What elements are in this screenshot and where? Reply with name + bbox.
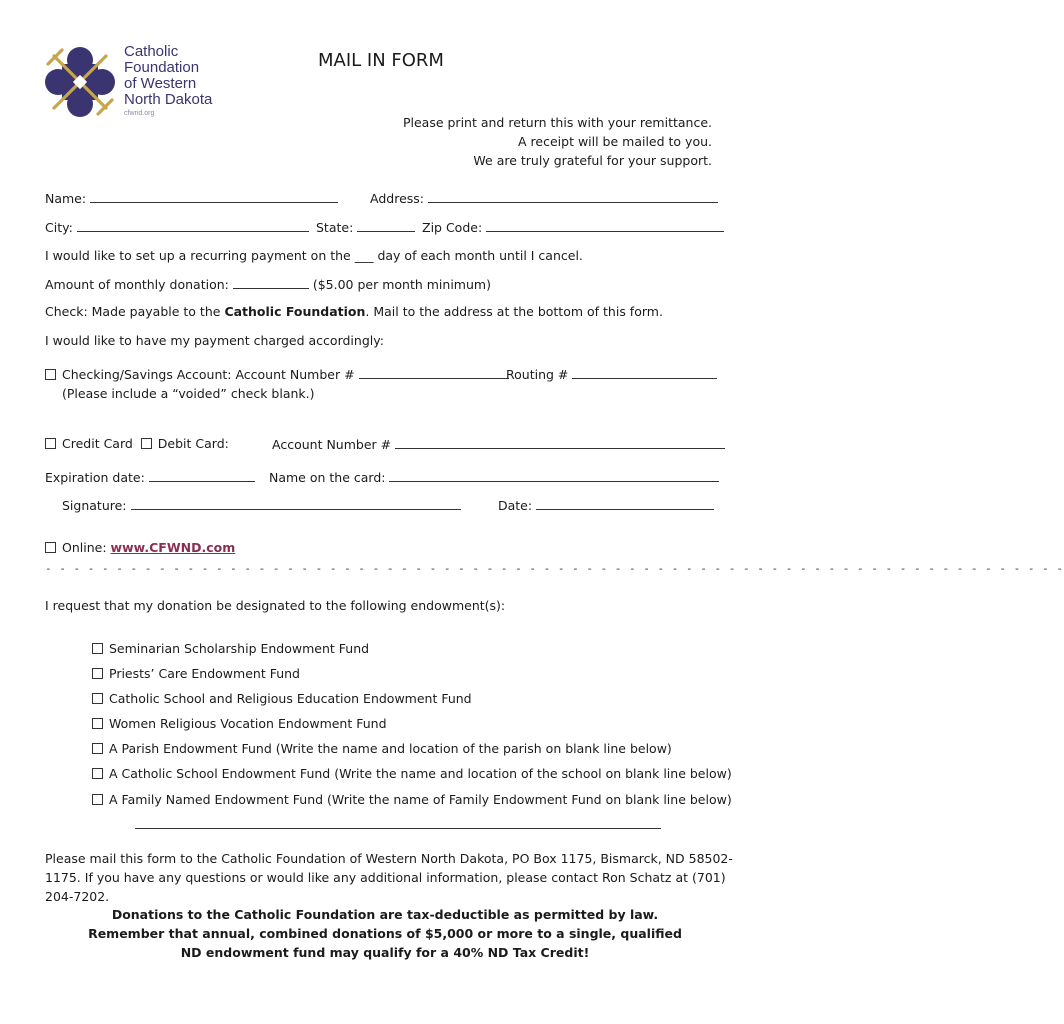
footer-line-2: 1175. If you have any questions or would like any additional information, please contact Ron Schatz at (701): [45, 870, 726, 885]
intro-line-3: We are truly grateful for your support.: [473, 153, 712, 168]
routing-label: Routing #: [506, 367, 569, 382]
checking-checkbox[interactable]: [45, 369, 56, 380]
name-field[interactable]: [90, 190, 338, 203]
state-field[interactable]: [357, 219, 415, 232]
credit-card-checkbox[interactable]: [45, 438, 56, 449]
charge-intro: I would like to have my payment charged accordingly:: [45, 333, 384, 348]
endowment-checkbox[interactable]: [92, 743, 103, 754]
city-label: City:: [45, 220, 73, 235]
check-text-before: Check: Made payable to the: [45, 304, 221, 319]
logo-line-2: Foundation: [124, 59, 200, 76]
list-item: Women Religious Vocation Endowment Fund: [92, 716, 732, 741]
signature-field[interactable]: [131, 497, 461, 510]
checking-label: Checking/Savings Account: Account Number #: [62, 367, 355, 382]
address-label: Address:: [370, 191, 424, 206]
recurring-day-blank[interactable]: ___: [354, 248, 374, 263]
tax-note-1: Donations to the Catholic Foundation are tax-deductible as permitted by law.: [111, 907, 659, 922]
tax-note-3: ND endowment fund may qualify for a 40% ND Tax Credit!: [180, 945, 590, 960]
endowment-checkbox[interactable]: [92, 693, 103, 704]
online-link[interactable]: www.CFWND.com: [110, 540, 236, 555]
endowment-checkbox[interactable]: [92, 794, 103, 805]
endowment-checkbox[interactable]: [92, 643, 103, 654]
logo-line-3: of Western: [124, 75, 197, 92]
endowment-checkbox[interactable]: [92, 668, 103, 679]
check-text-after: . Mail to the address at the bottom of this form.: [365, 304, 663, 319]
city-field[interactable]: [77, 219, 309, 232]
name-label: Name:: [45, 191, 87, 206]
list-item: A Family Named Endowment Fund (Write the name of Family Endowment Fund on blank line below): [92, 792, 732, 817]
logo-url: cfwnd.org: [124, 110, 155, 117]
list-item: Seminarian Scholarship Endowment Fund: [92, 641, 732, 666]
card-account-field[interactable]: [395, 436, 725, 449]
online-checkbox[interactable]: [45, 542, 56, 553]
list-item: A Catholic School Endowment Fund (Write the name and location of the school on blank line below): [92, 766, 732, 792]
logo-line-1: Catholic: [124, 43, 179, 60]
designation-intro: I request that my donation be designated to the following endowment(s):: [45, 598, 506, 613]
logo-line-4: North Dakota: [124, 91, 213, 108]
state-label: State:: [316, 220, 354, 235]
recurring-text-before: I would like to set up a recurring payment on the: [45, 248, 351, 263]
cut-separator: - - - - - - - - - - - - - - - - - - - - - - - - - - - - - - - - - - - - - - - - - - - - - - - - - - - - - - - - - - - - - - - - - - - - - - - -: [45, 562, 1064, 575]
checking-account-field[interactable]: [359, 366, 509, 379]
card-account-label: Account Number #: [272, 437, 392, 452]
routing-field[interactable]: [572, 366, 717, 379]
footer-line-3: 204-7202.: [45, 889, 110, 904]
expiration-field[interactable]: [149, 469, 255, 482]
debit-card-label: Debit Card:: [157, 436, 229, 451]
debit-card-checkbox[interactable]: [141, 438, 152, 449]
amount-field[interactable]: [233, 276, 309, 289]
endowment-list: [92, 641, 732, 817]
online-label: Online:: [62, 540, 107, 555]
list-item: A Parish Endowment Fund (Write the name and location of the parish on blank line below): [92, 741, 732, 766]
signature-label: Signature:: [62, 498, 127, 513]
checking-note: (Please include a “voided” check blank.): [62, 386, 315, 401]
zip-label: Zip Code:: [422, 220, 483, 235]
recurring-text-after: day of each month until I cancel.: [377, 248, 583, 263]
endowment-checkbox[interactable]: [92, 718, 103, 729]
amount-label: Amount of monthly donation:: [45, 277, 229, 292]
address-field[interactable]: [428, 190, 718, 203]
intro-line-2: A receipt will be mailed to you.: [518, 134, 712, 149]
footer-line-1: Please mail this form to the Catholic Foundation of Western North Dakota, PO Box 1175, Bismarck, ND 58502-: [45, 851, 733, 866]
endowment-blank-line[interactable]: [135, 828, 661, 829]
logo: [40, 42, 240, 122]
intro-line-1: Please print and return this with your remittance.: [402, 115, 712, 130]
credit-card-label: Credit Card: [62, 436, 133, 451]
date-field[interactable]: [536, 497, 714, 510]
list-item: Priests’ Care Endowment Fund: [92, 666, 732, 691]
amount-minimum: ($5.00 per month minimum): [312, 277, 491, 292]
cross-emblem-icon: [40, 42, 120, 122]
name-on-card-label: Name on the card:: [269, 470, 386, 485]
name-on-card-field[interactable]: [389, 469, 719, 482]
date-label: Date:: [498, 498, 533, 513]
expiration-label: Expiration date:: [45, 470, 145, 485]
endowment-checkbox[interactable]: [92, 768, 103, 779]
list-item: Catholic School and Religious Education Endowment Fund: [92, 691, 732, 716]
page-title: MAIL IN FORM: [318, 50, 444, 71]
tax-note-2: Remember that annual, combined donations of $5,000 or more to a single, qualified: [88, 926, 682, 941]
check-payee: Catholic Foundation: [224, 304, 366, 319]
zip-field[interactable]: [486, 219, 724, 232]
